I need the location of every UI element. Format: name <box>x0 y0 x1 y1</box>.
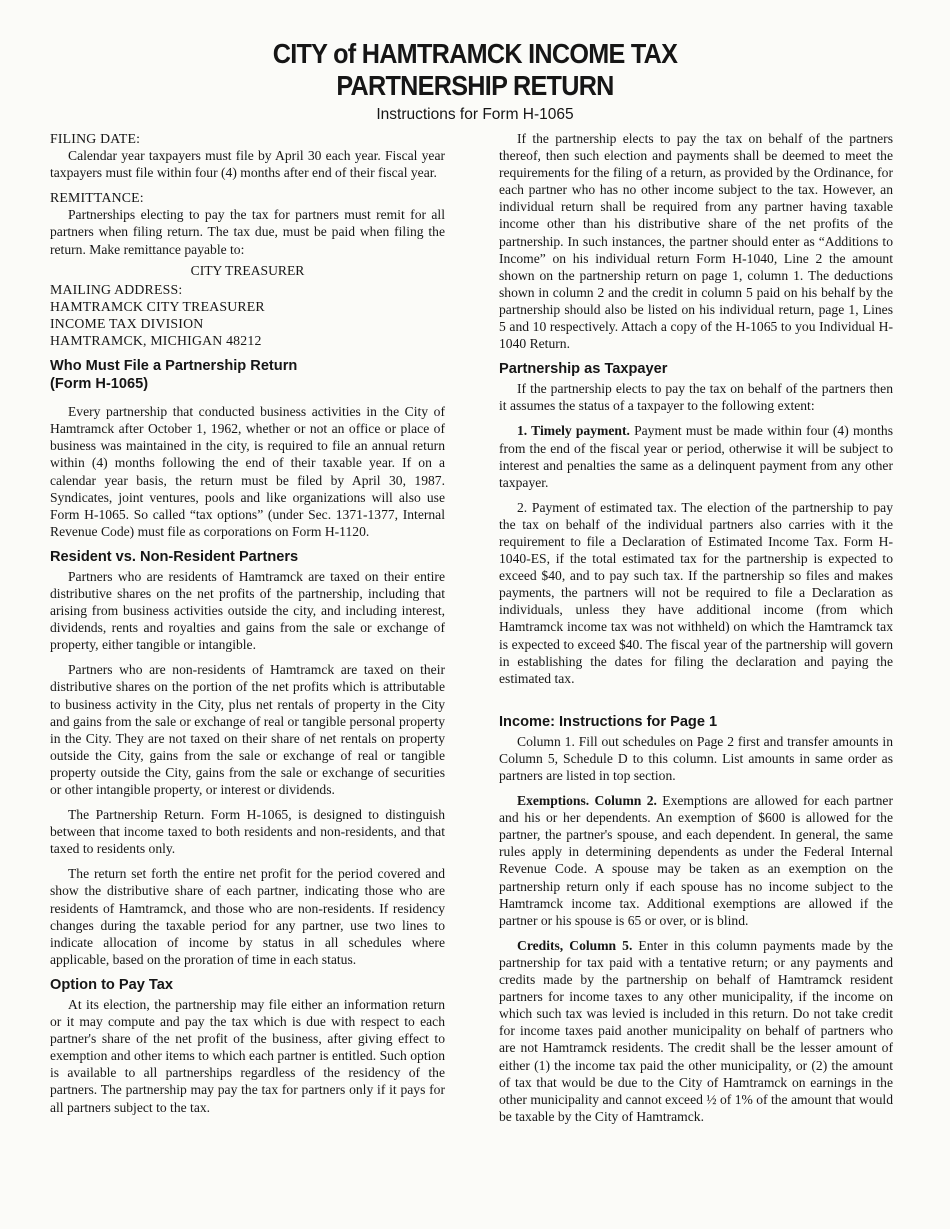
election-paragraph: If the partnership elects to pay the tax on behalf of the partners thereof, then such election and payments shall be deemed to meet the requirements for the filing of a return, as provided by the Ordinance, for each partner who has no other income subject to the tax. However, an individual return shall be required from any partner having taxable income other than his distributive share of the net profits of the partnership. In such instances, the partner should enter as “Additions to Income” on his individual return Form H-1040, Line 2 the amount shown on the partnership return on page 1, column 1. The deductions shown in column 2 and the credit in column 5 paid on his behalf by the partnership should also be listed on his individual return, page 1, Lines 5 and 10 respectively. Attach a copy of the H-1065 to you Individual H-1040 Return. <box>499 131 893 352</box>
exemptions-item <box>499 792 893 929</box>
mailing-address-label: MAILING ADDRESS: <box>50 281 183 297</box>
timely-payment-item <box>499 422 893 490</box>
credits-label: Credits, Column 5. <box>517 937 633 953</box>
resident-paragraph-1: Partners who are residents of Hamtramck are taxed on their entire distributive shares on the net profits of the partnership, including that arising from business activities outside the city, and including interest, dividends, rents and royalties and gains from the sale or exchange of property, either tangible or intangible. <box>50 568 445 653</box>
document-subtitle: Instructions for Form H-1065 <box>376 106 574 123</box>
resident-paragraph-3: The Partnership Return. Form H-1065, is designed to distinguish between that income taxed to both residents and non-residents, and that taxed to residents only. <box>50 807 445 857</box>
timely-payment-label: 1. Timely payment. <box>517 423 630 439</box>
remittance-text: Partnerships electing to pay the tax for partners must remit for all partners when filing return. The tax due, must be paid when filing the return. Make remittance payable to: <box>50 207 445 257</box>
mailing-address-line-2: INCOME TAX DIVISION <box>50 315 204 331</box>
mailing-address-line-3: HAMTRAMCK, MICHIGAN 48212 <box>50 333 262 349</box>
filing-date-text: Calendar year taxpayers must file by April 30 each year. Fiscal year taxpayers must file within four (4) months after end of their fiscal year. <box>50 148 445 181</box>
income-heading: Income: Instructions for Page 1 <box>499 713 718 730</box>
right-column <box>499 130 893 1133</box>
resident-paragraph-4: The return set forth the entire net profit for the period covered and show the distributive share of each partner, indicating those who are residents of Hamtramck, and those who are non-residents. If residency changes during the taxable period for any partner, use two lines to indicate allocation of income by status in all schedules where applicable, based on the proration of time in each status. <box>50 866 445 967</box>
credits-text: Enter in this column payments made by the partnership for tax paid with a tentative return; or any payments and credits made by the partnership on behalf of Hamtramck resident partners for income taxes to any other municipality, if the income on which such tax was levied is included in this return. Do not take credit for income taxes paid another municipality on behalf of partners who are not Hamtramck residents. The credit shall be the lesser amount of either (1) the income tax paid the other municipality, or (2) the amount of tax that would be due to the City of Hamtramck on earnings in the other municipality and cannot exceed ½ of 1% of the amount that would be taxable by the City of Hamtramck. <box>499 937 893 1124</box>
credits-item <box>499 937 893 1125</box>
who-must-file-text: Every partnership that conducted business activities in the City of Hamtramck after October 1, 1962, whether or not an office or place of business was maintained in the city, is required to file an annual return within (4) months following the end of their taxable year. If on a calendar year basis, the return must be filed by April 30, 1987. Syndicates, joint ventures, pools and like organizations will also use Form H-1065. So called “tax options” (under Sec. 1371-1377, Internal Revenue Code) must file as corporations on Form H-1120. <box>50 404 445 539</box>
document-title-line-1: CITY of HAMTRAMCK INCOME TAX <box>272 38 678 69</box>
remittance-label: REMITTANCE: <box>50 190 144 206</box>
column-1-text: Column 1. Fill out schedules on Page 2 first and transfer amounts in Column 5, Schedule D to this column. List amounts in same order as partners are listed in top section. <box>499 733 893 783</box>
filing-date-label: FILING DATE: <box>50 131 141 146</box>
who-must-file-heading: Who Must File a Partnership Return (Form H-1065) <box>50 358 298 393</box>
taxpayer-intro: If the partnership elects to pay the tax on behalf of the partners then it assumes the status of a taxpayer to the following extent: <box>499 381 893 414</box>
left-column <box>50 130 445 1124</box>
document-title-line-2: PARTNERSHIP RETURN <box>336 70 614 101</box>
mailing-address-line-1: HAMTRAMCK CITY TREASURER <box>50 298 265 314</box>
resident-paragraph-2: Partners who are non-residents of Hamtramck are taxed on their distributive shares on the portion of the net profits which is attributable to business activity in the City, plus net rentals of property in the City and gains from the sale or exchange of real or tangible personal property in the City. They are not taxed on their share of net rentals on property outside the City, gains from the sale or exchange of real or tangible property outside the City, gains from the sale or exchange of securities or other intangible property, or interest or dividends. <box>50 662 445 797</box>
payee-name: CITY TREASURER <box>190 262 305 278</box>
exemptions-label: Exemptions. Column 2. <box>517 793 657 809</box>
resident-heading: Resident vs. Non-Resident Partners <box>50 548 299 565</box>
timely-payment-text: Payment must be made within four (4) months from the end of the fiscal year or period, otherwise it will be subject to interest and penalties the same as a delinquent payment from any other taxpayer. <box>499 423 893 490</box>
estimated-tax-item: 2. Payment of estimated tax. The election of the partnership to pay the tax on behalf of the individual partners also carries with it the requirement to file a Declaration of Estimated Income Tax. Form H-1040-ES, if the total estimated tax for the partnership is expected to exceed $40, and to pay such tax. If the partnership so files and makes payments, the partners will not be required to file a Declaration as individuals, unless they have additional income (from which Hamtramck income tax was not withheld) on which the Hamtramck tax is expected to exceed $40. The fiscal year of the partnership will govern in establishing the dates for filing the declaration and paying the estimated tax. <box>499 499 893 686</box>
option-heading: Option to Pay Tax <box>50 976 173 993</box>
document-header <box>0 38 950 124</box>
taxpayer-heading: Partnership as Taxpayer <box>499 361 668 378</box>
exemptions-text: Exemptions are allowed for each partner and his or her dependents. An exemption of $600 is allowed for the partner, the partner's spouse, and each dependent. In general, the same rules apply in determining dependents as under the Federal Internal Revenue Code. A spouse may be taken as an exemption on the partnership return only if each spouse has no income subject to the Hamtramck income tax. Additional exemptions are allowed if the partner or his spouse is 65 or over, or is blind. <box>499 793 893 928</box>
option-text: At its election, the partnership may file either an information return or it may compute and pay the tax which is due with respect to each partner's share of the net profit of the business, after giving effect to exemption and other items to which each partner is entitled. Such option is available to all partnerships regardless of the residency of the partners. The partnership may pay the tax for partners only if it pays for all partners subject to the tax. <box>50 996 445 1115</box>
